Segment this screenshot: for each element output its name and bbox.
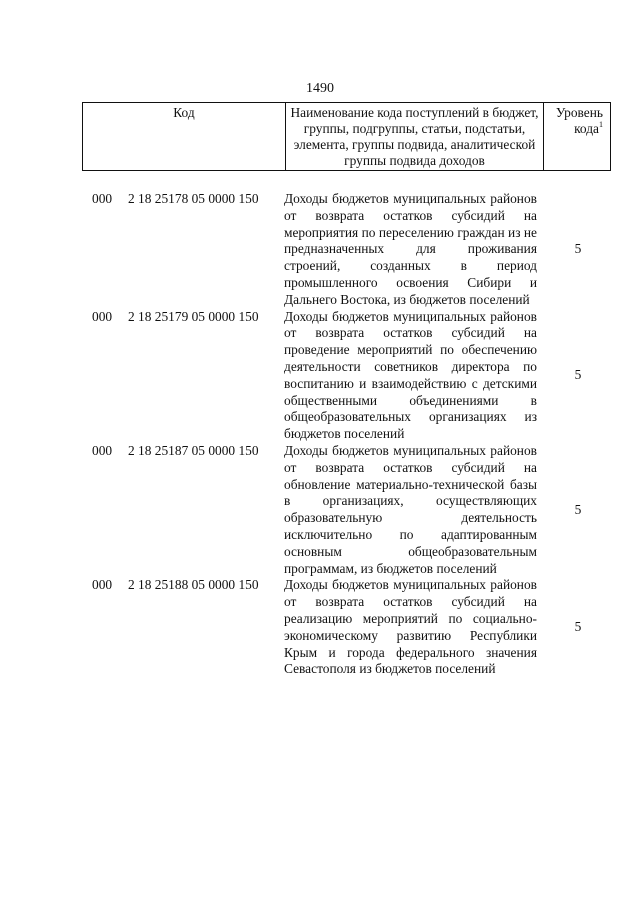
table-row bbox=[92, 443, 611, 577]
header-name: Наименование кода поступлений в бюджет, группы, подгруппы, статьи, подстатьи, элемента, группы подвида, аналитической группы подвида доходов bbox=[286, 103, 544, 171]
code-level: 5 bbox=[574, 241, 582, 257]
header-code: Код bbox=[83, 103, 286, 171]
revenue-code-list bbox=[92, 191, 611, 678]
page-number: 1490 bbox=[306, 81, 334, 96]
table-row bbox=[92, 309, 611, 443]
table-header bbox=[82, 102, 611, 171]
admin-code: 000 bbox=[92, 577, 113, 593]
table-row bbox=[92, 191, 611, 309]
admin-code: 000 bbox=[92, 191, 113, 206]
revenue-name: Доходы бюджетов муниципальных районов от возврата остатков субсидий на проведение мероприятий по обеспечению деятельности советников директора по воспитанию и взаимодействию с детскими общественными объединениями в общеобразовательных организациях из бюджетов поселений bbox=[284, 308, 537, 442]
admin-code: 000 bbox=[92, 308, 113, 324]
revenue-code: 2 18 25187 05 0000 150 bbox=[128, 442, 259, 458]
revenue-name: Доходы бюджетов муниципальных районов от возврата остатков субсидий на реализацию мероприятий по социально-экономическому развитию Республики Крым и города федерального значения Севастополя из бюджетов поселений bbox=[284, 577, 537, 677]
code-level: 5 bbox=[574, 619, 582, 635]
revenue-code: 2 18 25178 05 0000 150 bbox=[128, 191, 259, 206]
revenue-code: 2 18 25188 05 0000 150 bbox=[128, 577, 259, 593]
code-level: 5 bbox=[574, 501, 582, 517]
revenue-name: Доходы бюджетов муниципальных районов от возврата остатков субсидий на обновление материально-технической базы в организациях, осуществляющих образовательную деятельность исключительно по адаптированным основным общеобразовательным программам, из бюджетов поселений bbox=[284, 442, 537, 576]
header-level-footnote: 1 bbox=[599, 120, 603, 129]
revenue-code: 2 18 25179 05 0000 150 bbox=[128, 308, 259, 324]
revenue-name: Доходы бюджетов муниципальных районов от возврата остатков субсидий на мероприятия по переселению граждан из не предназначенных для проживания строений, созданных в период промышленного освоения Сибири и Дальнего Востока, из бюджетов поселений bbox=[284, 191, 537, 307]
code-level: 5 bbox=[574, 367, 582, 383]
table-row bbox=[92, 577, 611, 678]
header-level-label: Уровень кода bbox=[555, 105, 603, 136]
header-level bbox=[544, 103, 611, 171]
admin-code: 000 bbox=[92, 442, 113, 458]
